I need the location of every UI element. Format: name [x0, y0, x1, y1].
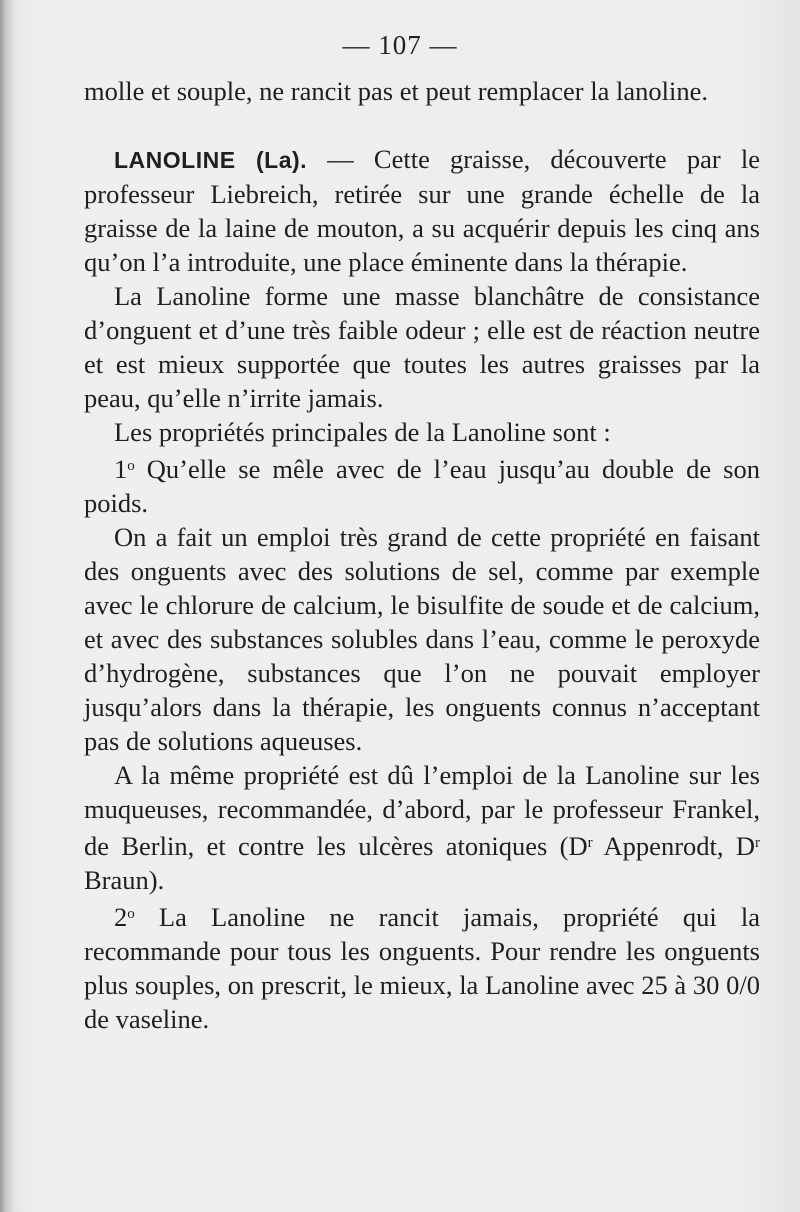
mucous-text-3: Braun).: [84, 865, 165, 895]
page-number: — 107 —: [342, 30, 458, 60]
mucous-text-1: A la même propriété est dû l’emploi de la Lanoline sur les muqueuses, recommandée, d’abord, par le professeur Frankel, de Berlin, et contre les ulcères atoniques (D: [84, 760, 760, 861]
ordinal-marker: o: [127, 458, 135, 474]
paragraph-continuation: molle et souple, ne rancit pas et peut remplacer la lanoline.: [84, 76, 708, 106]
paragraph-properties-intro: Les propriétés principales de la Lanoline sont :: [114, 417, 611, 447]
entry-text: — Cette graisse, découverte par le professeur Liebreich, retirée sur une grande échelle de la graisse de la laine de mouton, a su acquérir depuis les cinq ans qu’on l’a introduite, une place éminente dans la thérapie.: [84, 144, 760, 277]
list-text: Qu’elle se mêle avec de l’eau jusqu’au double de son poids.: [84, 454, 760, 518]
list-number: 1: [114, 454, 128, 484]
entry-heading: LANOLINE (La).: [114, 147, 308, 173]
mucous-text-2: Appenrodt, D: [592, 831, 755, 861]
paragraph-usage: On a fait un emploi très grand de cette propriété en faisant des onguents avec des solutions de sel, comme par exemple avec le chlorure de calcium, le bisulfite de soude et de calcium, et avec des substances solubles dans l’eau, comme le peroxyde d’hydrogène, substances que l’on ne pouvait employer jusqu’alors dans la thérapie, les onguents connus n’acceptant pas de solutions aqueuses.: [84, 522, 760, 756]
list-text: La Lanoline ne rancit jamais, propriété qui la recommande pour tous les onguents. Pour rendre les onguents plus souples, on prescrit, le mieux, la Lanoline avec 25 à 30 0/0 de vaseline.: [84, 902, 760, 1034]
paragraph-lanoline-entry: [84, 142, 760, 279]
paragraph-mucous: [84, 758, 760, 897]
body-text: [84, 74, 760, 1036]
page-spine-shadow: [0, 0, 14, 1212]
paragraph-description: La Lanoline forme une masse blanchâtre de consistance d’onguent et d’une très faible odeur ; elle est de réaction neutre et est mieux supportée que toutes les autres graisses par la peau, qu’elle n’irrite jamais.: [84, 281, 760, 413]
list-number: 2: [114, 902, 128, 932]
doctor-superscript: r: [755, 835, 760, 851]
paragraph-property-2: [84, 897, 760, 1036]
ordinal-marker: o: [127, 906, 135, 922]
paragraph-property-1: [84, 449, 760, 520]
doctor-superscript: r: [587, 835, 593, 851]
